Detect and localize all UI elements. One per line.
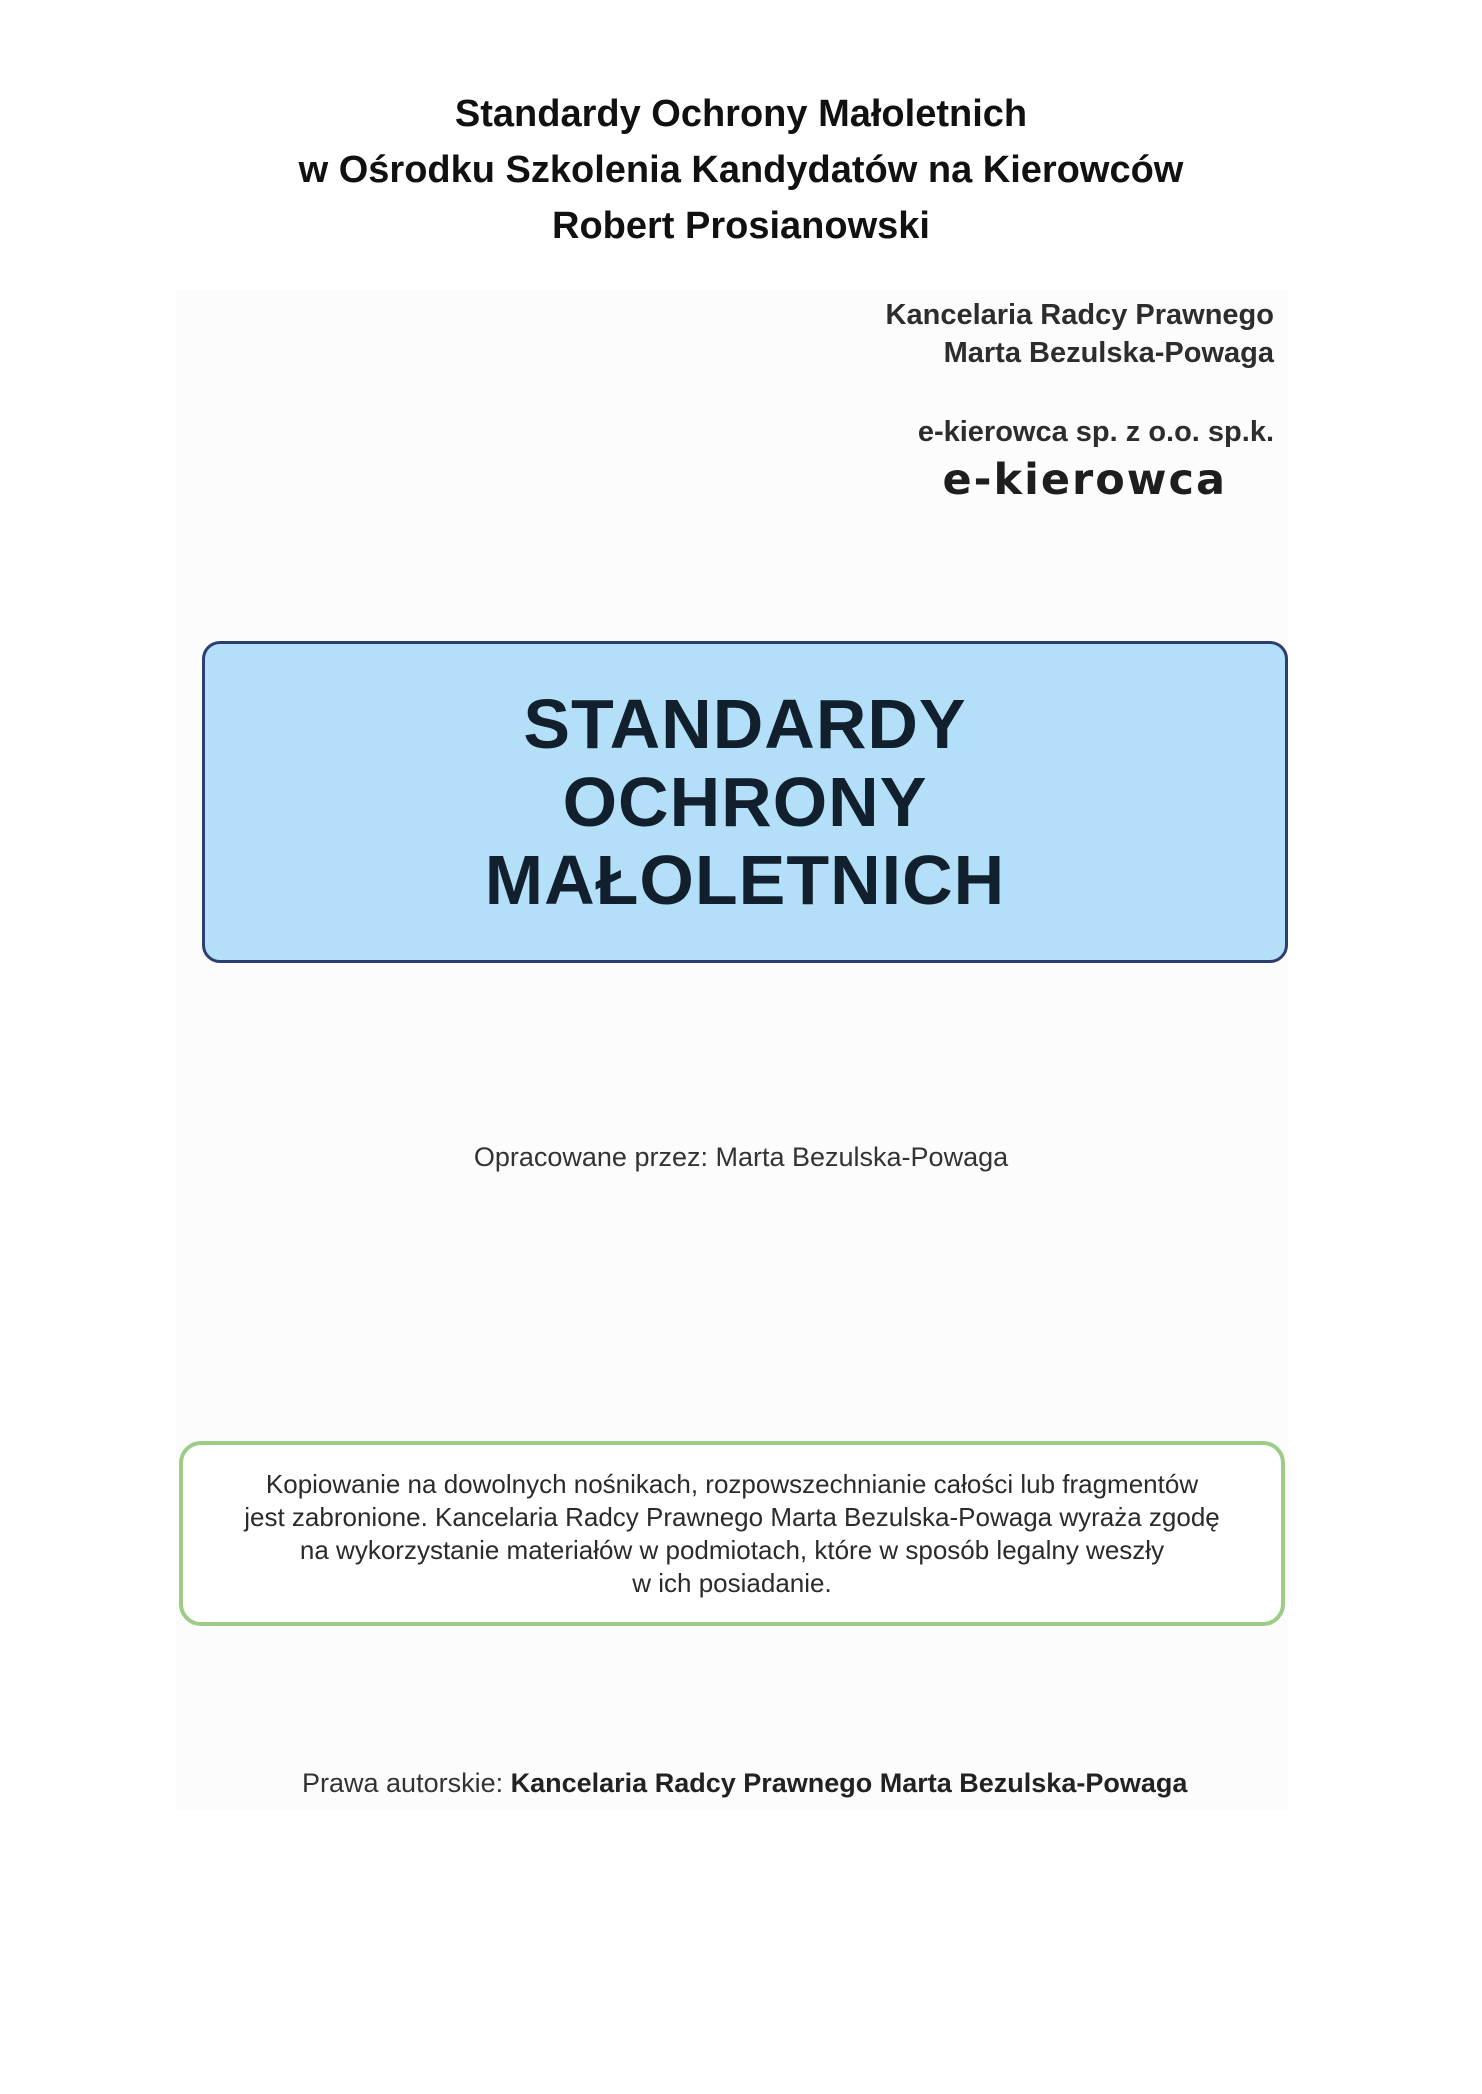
prepared-by-text <box>0 1142 1482 1173</box>
e-kierowca-logo: e-kierowca <box>942 455 1227 505</box>
hero-title-box <box>202 641 1288 963</box>
copyright-holder: Kancelaria Radcy Prawnego Marta Bezulska-Powaga <box>510 1768 1188 1798</box>
notice-line: na wykorzystanie materiałów w podmiotach, które w sposób legalny weszły <box>299 1534 1165 1565</box>
notice-line: Kopiowanie na dowolnych nośnikach, rozpowszechnianie całości lub fragmentów <box>265 1468 1199 1499</box>
publisher-block <box>886 296 1274 372</box>
copy-notice-box <box>179 1441 1285 1626</box>
document-title-line: Standardy Ochrony Małoletnich <box>454 93 1028 135</box>
document-title-line: w Ośrodku Szkolenia Kandydatów na Kierowców <box>298 149 1184 191</box>
publisher-line: Kancelaria Radcy Prawnego <box>885 299 1274 331</box>
company-name: e-kierowca sp. z o.o. sp.k. <box>917 416 1274 448</box>
copyright-line <box>302 1768 1187 1799</box>
copy-notice-text <box>244 1468 1220 1600</box>
publisher-line: Marta Bezulska-Powaga <box>943 337 1274 369</box>
document-title <box>0 86 1482 254</box>
document-title-line: Robert Prosianowski <box>552 205 930 247</box>
notice-line: w ich posiadanie. <box>632 1567 832 1598</box>
hero-title-line: MAŁOLETNICH <box>484 841 1006 919</box>
copyright-label: Prawa autorskie: <box>302 1768 504 1798</box>
prepared-by-label: Opracowane przez: Marta Bezulska-Powaga <box>473 1142 1009 1172</box>
hero-title-line: OCHRONY <box>562 763 928 841</box>
notice-line: jest zabronione. Kancelaria Radcy Prawnego Marta Bezulska-Powaga wyraża zgodę <box>244 1501 1220 1532</box>
hero-title-line: STANDARDY <box>523 685 967 763</box>
hero-title <box>485 685 1005 919</box>
